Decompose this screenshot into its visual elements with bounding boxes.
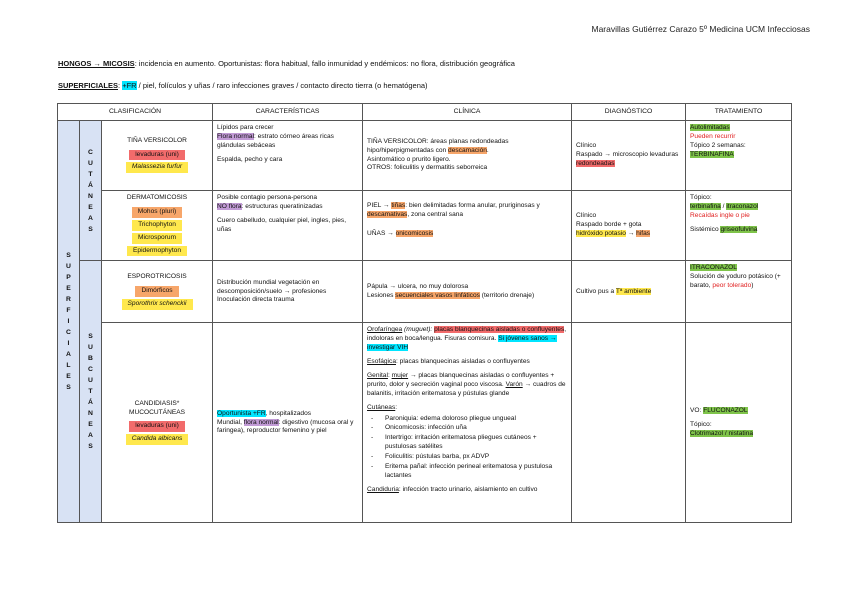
list-item: - Intertrigo: irritación eritematosa pliegues cutáneos + pustulosas satélites	[385, 434, 567, 452]
cli-tina: TIÑA VERSICOLOR: áreas planas redondeadas hipo/hiperpigmentadas con descamación. Asintomático o prurito ligero. OTROS: foliculitis y dermatitis seborreica	[363, 121, 572, 191]
dx-tina: Clínico Raspado → microscopio levaduras redondeadas	[572, 121, 686, 191]
cli-candi: Orofaríngea (muguet): placas blanquecinas aisladas o confluyentes, indoloras en boca/lengua. Fisuras comisura. Si jóvenes sanos → investigar VIH Esofágica: placas blanquecinas aisladas o confluyentes Genital: mujer → placas blanquecinas aisladas o confluyentes + prurito, dolor y secreción vaginal poco viscosa. Varón → cuadros de balanitis, irritación eritematosa y pústulas glande Cutáneas: - Paroniquia: edema doloroso pliegue ungueal - Onicomicosis: infección uña - Intertrigo: irritación eritematosa pliegues cutáneos + pustulosas satélites - Foliculitis: pústulas barba, px ADVP - Eritema pañal: infección perineal eritematosa y pustulosa lactantes Candiduria: infección tracto urinario, aislamiento en cultivo	[363, 323, 572, 523]
table-header-row	[58, 104, 792, 121]
tx-candi: VO: FLUCONAZOL Tópico: Clotrimazol / nistatina	[686, 323, 792, 523]
table-row-candi	[58, 323, 792, 523]
subtitle-line	[58, 81, 428, 90]
subtitle-label: SUPERFICIALES	[58, 81, 119, 90]
dx-derma: Clínico Raspado borde + gota hidróxido potasio → hifas	[572, 191, 686, 261]
cls-tina-species: Malassezia furfur	[126, 162, 188, 173]
title-label: HONGOS → MICOSIS	[58, 59, 135, 68]
subtitle-text: / piel, folículos y uñas / raro infecciones graves / contacto directo tierra (o hematógena)	[136, 81, 428, 90]
title-line	[58, 59, 515, 68]
list-item: - Foliculitis: pústulas barba, px ADVP	[385, 453, 567, 462]
header-clinica: CLÍNICA	[363, 104, 572, 121]
char-derma: Posible contagio persona-persona NO flora: estructuras queratinizadas Cuero cabelludo, cualquier piel, ingles, pies, uñas	[213, 191, 363, 261]
char-tina: Lípidos para crecer Flora normal: estrato córneo áreas ricas glándulas sebáceas Espalda, pecho y cara	[213, 121, 363, 191]
tx-espo: ITRACONAZOL Solución de yoduro potásico (+ barato, peor tolerado)	[686, 261, 792, 323]
cls-espo: ESPOROTRICOSIS Dimórficos Sporothrix schenckii	[102, 261, 213, 323]
cls-derma: DERMATOMICOSIS Mohos (pluri) Trichophyton Microsporum Epidermophyton	[102, 191, 213, 261]
char-espo: Distribución mundial vegetación en descomposición/suelo → profesiones Inoculación directa trauma	[213, 261, 363, 323]
title-text: : incidencia en aumento. Oportunistas: flora habitual, fallo inmunidad y endémicos: no flora, distribución geográfica	[134, 59, 515, 68]
cli-derma: PIEL → tiñas: bien delimitadas forma anular, pruriginosas y descamativas, zona central sana UÑAS → onicomicosis	[363, 191, 572, 261]
tx-tina: Autolimitadas Pueden recurrir Tópico 2 semanas: TERBINAFINA	[686, 121, 792, 191]
dx-candi	[572, 323, 686, 523]
header-clasificacion: CLASIFICACIÓN	[58, 104, 213, 121]
table-row-espo	[58, 261, 792, 323]
cls-tina	[102, 121, 213, 191]
mycosis-table	[57, 103, 792, 523]
char-candi: Oportunista +FR, hospitalizados Mundial, flora normal: digestivo (mucosa oral y faringea), reproductor femenino y piel	[213, 323, 363, 523]
document-header: Maravillas Gutiérrez Carazo 5º Medicina UCM Infecciosas	[591, 24, 810, 34]
header-caracteristicas: CARACTERÍSTICAS	[213, 104, 363, 121]
cls-tina-name: TIÑA VERSICOLOR	[127, 136, 187, 144]
dx-espo: Cultivo pus a Tª ambiente	[572, 261, 686, 323]
vertical-label-superficiales: S U P E R F I C I A L E S	[58, 121, 80, 523]
vertical-label-cutaneas: C U T Á N E A S	[80, 121, 102, 261]
list-item: - Eritema pañal: infección perineal eritematosa y pustulosa lactantes	[385, 463, 567, 481]
cls-tina-tag: levaduras (uni)	[129, 150, 185, 161]
table-row-tina	[58, 121, 792, 191]
cls-candi: CANDIDIASIS* MUCOCUTÁNEAS levaduras (uni) Candida albicans	[102, 323, 213, 523]
list-item: - Onicomicosis: infección uña	[385, 424, 567, 433]
list-item: - Paroniquia: edema doloroso pliegue ungueal	[385, 415, 567, 424]
tx-derma: Tópico: terbinafina / itraconazol Recaídas ingle o pie Sistémico griseofulvina	[686, 191, 792, 261]
table-row-derma	[58, 191, 792, 261]
subtitle-colon: :	[118, 81, 123, 90]
cutaneas-list	[367, 415, 567, 481]
cli-espo: Pápula → ulcera, no muy dolorosa Lesiones secuenciales vasos linfáticos (territorio drenaje)	[363, 261, 572, 323]
header-tratamiento: TRATAMIENTO	[686, 104, 792, 121]
header-diagnostico: DIAGNÓSTICO	[572, 104, 686, 121]
vertical-label-subcutaneas: S U B C U T Á N E A S	[80, 261, 102, 523]
subtitle-fr-tag: +FR	[122, 81, 137, 90]
